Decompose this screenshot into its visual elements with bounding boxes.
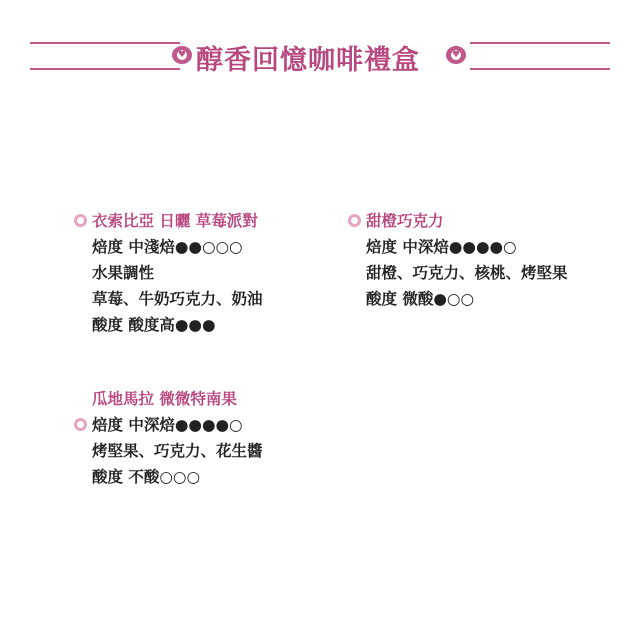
acidity-level: 酸度 酸度高●●● — [92, 316, 216, 334]
heart-bullet-icon — [74, 418, 87, 431]
heart-icon: ♥ — [172, 46, 192, 64]
header-rule-left-bottom — [30, 68, 180, 70]
header-rule-left-top — [30, 42, 180, 44]
product-name: 甜橙巧克力 — [366, 208, 568, 234]
roast-level: 焙度 中深焙●●●●○ — [92, 412, 263, 438]
product-name: 衣索比亞 日曬 草莓派對 — [92, 208, 263, 234]
product-card — [92, 386, 263, 490]
header-rule-right-bottom — [470, 68, 610, 70]
product-card — [366, 208, 568, 312]
flavor-type: 水果調性 — [92, 264, 155, 282]
flavor-notes: 草莓、牛奶巧克力、奶油 — [92, 290, 263, 308]
flavor-notes: 烤堅果、巧克力、花生醬 — [92, 442, 263, 460]
acidity-level: 酸度 微酸●○○ — [366, 290, 474, 308]
product-name: 瓜地馬拉 微微特南果 — [92, 390, 237, 408]
header-rule-right-top — [470, 42, 610, 44]
product-card — [92, 208, 263, 338]
acidity-level: 酸度 不酸○○○ — [92, 468, 200, 486]
heart-bullet-icon — [348, 214, 361, 227]
roast-level: 焙度 中淺焙●●○○○ — [92, 238, 243, 256]
heart-bullet-icon — [74, 214, 87, 227]
header — [0, 0, 640, 110]
heart-icon: ♥ — [446, 46, 466, 64]
page-title: 醇香回憶咖啡禮盒 — [196, 45, 420, 76]
roast-level: 焙度 中深焙●●●●○ — [366, 238, 517, 256]
flavor-notes: 甜橙、巧克力、核桃、烤堅果 — [366, 264, 568, 282]
